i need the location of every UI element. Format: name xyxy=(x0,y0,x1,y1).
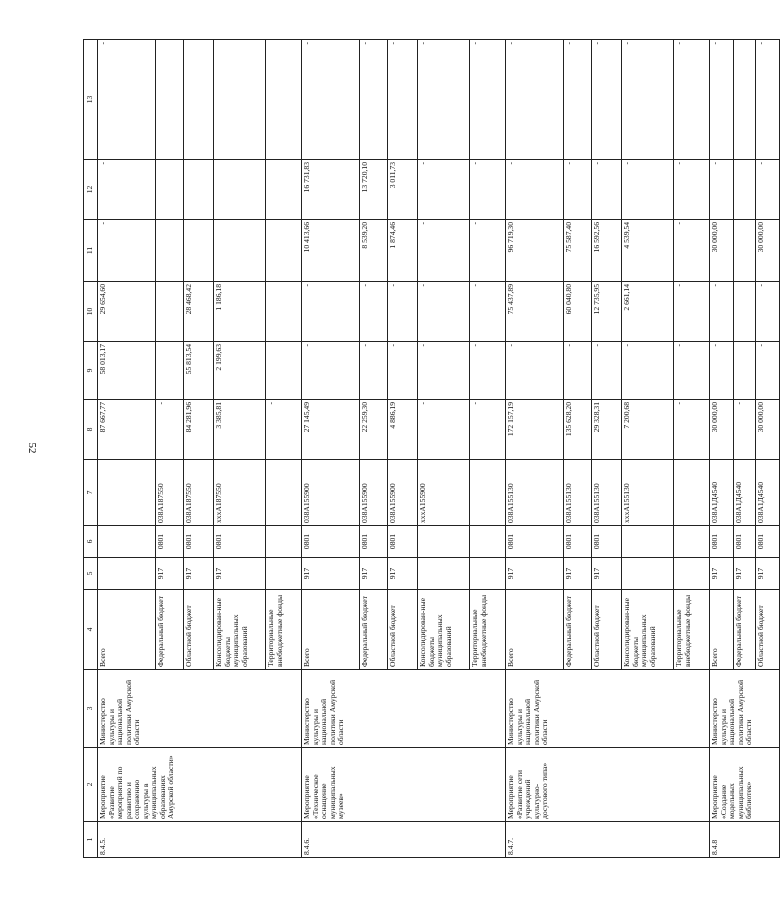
amount-cell: 13 720,10 xyxy=(360,160,388,220)
responsible-executor: Министерство культуры и национальной политики Амурской области xyxy=(710,670,780,748)
amount-cell xyxy=(266,160,302,220)
amount-cell: - xyxy=(622,160,674,220)
amount-cell: - xyxy=(734,400,756,460)
amount-cell: 2 199,63 xyxy=(214,342,266,400)
amount-cell: - xyxy=(470,342,506,400)
target-code xyxy=(266,460,302,526)
amount-cell xyxy=(734,160,756,220)
funding-source: Территориальные внебюджетные фонды xyxy=(674,590,710,670)
amount-cell: - xyxy=(98,220,156,282)
target-code: 038А155900 xyxy=(302,460,360,526)
grbs-code: 917 xyxy=(388,558,418,590)
column-number: 7 xyxy=(84,460,98,526)
target-code: 038А1Д4540 xyxy=(710,460,734,526)
section-code: 0801 xyxy=(592,526,622,558)
funding-source: Всего xyxy=(98,590,156,670)
amount-cell xyxy=(734,40,756,160)
target-code: 038А155900 xyxy=(388,460,418,526)
amount-cell: - xyxy=(302,40,360,160)
amount-cell: - xyxy=(674,400,710,460)
amount-cell xyxy=(214,220,266,282)
amount-cell: 22 259,30 xyxy=(360,400,388,460)
target-code: xxxA155130 xyxy=(622,460,674,526)
funding-source: Всего xyxy=(506,590,564,670)
target-code: 038А155130 xyxy=(592,460,622,526)
table-row xyxy=(506,40,564,858)
funding-source: Областной бюджет xyxy=(184,590,214,670)
amount-cell: 29 328,31 xyxy=(592,400,622,460)
amount-cell: 30 000,00 xyxy=(756,220,780,282)
section-code: 0801 xyxy=(710,526,734,558)
section-code: 0801 xyxy=(756,526,780,558)
column-number: 1 xyxy=(84,822,98,858)
funding-source: Консолидирован-ные бюджеты муниципальных образований xyxy=(622,590,674,670)
table-row xyxy=(98,40,156,858)
grbs-code xyxy=(98,558,156,590)
funding-source: Территориальные внебюджетные фонды xyxy=(266,590,302,670)
column-number: 12 xyxy=(84,160,98,220)
section-code xyxy=(622,526,674,558)
amount-cell: - xyxy=(674,160,710,220)
amount-cell: - xyxy=(470,160,506,220)
column-number: 11 xyxy=(84,220,98,282)
amount-cell: - xyxy=(592,342,622,400)
amount-cell: 7 200,68 xyxy=(622,400,674,460)
target-code xyxy=(470,460,506,526)
amount-cell: 4 539,54 xyxy=(622,220,674,282)
budget-table xyxy=(83,39,780,858)
column-number: 5 xyxy=(84,558,98,590)
amount-cell: - xyxy=(302,282,360,342)
amount-cell: 135 628,20 xyxy=(564,400,592,460)
amount-cell: 30 000,00 xyxy=(710,400,734,460)
amount-cell: - xyxy=(592,160,622,220)
amount-cell: - xyxy=(418,160,470,220)
amount-cell xyxy=(156,40,184,160)
target-code: 038А155130 xyxy=(506,460,564,526)
amount-cell: - xyxy=(674,220,710,282)
grbs-code: 917 xyxy=(592,558,622,590)
amount-cell: 3 385,81 xyxy=(214,400,266,460)
grbs-code: 917 xyxy=(184,558,214,590)
funding-source: Всего xyxy=(710,590,734,670)
grbs-code xyxy=(418,558,470,590)
amount-cell: - xyxy=(506,160,564,220)
target-code xyxy=(674,460,710,526)
rotated-table-wrapper xyxy=(83,40,765,858)
amount-cell: - xyxy=(564,342,592,400)
grbs-code: 917 xyxy=(756,558,780,590)
grbs-code: 917 xyxy=(156,558,184,590)
grbs-code: 917 xyxy=(214,558,266,590)
amount-cell: - xyxy=(622,40,674,160)
amount-cell: - xyxy=(156,400,184,460)
section-code: 0801 xyxy=(564,526,592,558)
column-number: 6 xyxy=(84,526,98,558)
amount-cell: 27 145,49 xyxy=(302,400,360,460)
section-code: 0801 xyxy=(184,526,214,558)
amount-cell: - xyxy=(756,342,780,400)
amount-cell: 30 000,00 xyxy=(756,400,780,460)
amount-cell: 58 013,17 xyxy=(98,342,156,400)
event-name: Мероприятие «Техническое оснащение муниципальных музеев» xyxy=(302,748,506,822)
funding-source: Консолидирован-ные бюджеты муниципальных образований xyxy=(418,590,470,670)
grbs-code: 917 xyxy=(506,558,564,590)
amount-cell: - xyxy=(710,282,734,342)
funding-source: Федеральный бюджет xyxy=(156,590,184,670)
target-code: 038А155130 xyxy=(564,460,592,526)
section-code xyxy=(674,526,710,558)
amount-cell xyxy=(734,282,756,342)
amount-cell: - xyxy=(564,40,592,160)
section-code xyxy=(98,526,156,558)
grbs-code: 917 xyxy=(710,558,734,590)
amount-cell: 10 413,66 xyxy=(302,220,360,282)
page-number: 52 xyxy=(26,442,38,454)
responsible-executor: Министерство культуры и национальной политики Амурской области xyxy=(506,670,710,748)
amount-cell xyxy=(156,282,184,342)
funding-source: Областной бюджет xyxy=(756,590,780,670)
item-number: 8.4.8 xyxy=(710,822,780,858)
funding-source: Федеральный бюджет xyxy=(360,590,388,670)
responsible-executor: Министерство культуры и национальной политики Амурской области xyxy=(98,670,302,748)
column-number: 9 xyxy=(84,342,98,400)
amount-cell: 96 719,30 xyxy=(506,220,564,282)
amount-cell: - xyxy=(418,400,470,460)
amount-cell: - xyxy=(470,282,506,342)
amount-cell: 172 157,19 xyxy=(506,400,564,460)
amount-cell: - xyxy=(592,40,622,160)
amount-cell xyxy=(214,40,266,160)
grbs-code xyxy=(622,558,674,590)
amount-cell: - xyxy=(418,220,470,282)
funding-source: Всего xyxy=(302,590,360,670)
amount-cell: - xyxy=(710,342,734,400)
amount-cell: - xyxy=(388,40,418,160)
funding-source: Федеральный бюджет xyxy=(564,590,592,670)
amount-cell xyxy=(266,282,302,342)
amount-cell: 75 437,89 xyxy=(506,282,564,342)
item-number: 8.4.6. xyxy=(302,822,506,858)
section-code: 0801 xyxy=(156,526,184,558)
funding-source: Территориальные внебюджетные фонды xyxy=(470,590,506,670)
amount-cell xyxy=(184,40,214,160)
amount-cell: - xyxy=(302,342,360,400)
amount-cell: - xyxy=(756,40,780,160)
amount-cell xyxy=(266,40,302,160)
amount-cell: 75 587,40 xyxy=(564,220,592,282)
section-code xyxy=(266,526,302,558)
amount-cell: - xyxy=(360,342,388,400)
amount-cell: - xyxy=(418,40,470,160)
section-code: 0801 xyxy=(214,526,266,558)
section-code: 0801 xyxy=(734,526,756,558)
column-number: 4 xyxy=(84,590,98,670)
amount-cell xyxy=(184,160,214,220)
amount-cell xyxy=(266,220,302,282)
amount-cell: 2 661,14 xyxy=(622,282,674,342)
amount-cell: - xyxy=(564,160,592,220)
target-code: 038А187550 xyxy=(156,460,184,526)
target-code: 038А1Д4540 xyxy=(756,460,780,526)
amount-cell: 28 468,42 xyxy=(184,282,214,342)
amount-cell xyxy=(266,342,302,400)
event-name: Мероприятие «Развитие мероприятий по развитию и сохранению культуры в муниципальных образованиях Амурской области» xyxy=(98,748,302,822)
funding-source: Областной бюджет xyxy=(592,590,622,670)
amount-cell: - xyxy=(388,342,418,400)
amount-cell: - xyxy=(418,342,470,400)
grbs-code: 917 xyxy=(564,558,592,590)
amount-cell: - xyxy=(418,282,470,342)
table-row xyxy=(710,40,734,858)
amount-cell: 12 735,95 xyxy=(592,282,622,342)
section-code: 0801 xyxy=(506,526,564,558)
amount-cell xyxy=(156,220,184,282)
column-number: 3 xyxy=(84,670,98,748)
amount-cell: - xyxy=(470,400,506,460)
amount-cell: - xyxy=(360,40,388,160)
funding-source: Федеральный бюджет xyxy=(734,590,756,670)
section-code: 0801 xyxy=(388,526,418,558)
funding-source: Областной бюджет xyxy=(388,590,418,670)
amount-cell: - xyxy=(674,40,710,160)
amount-cell: 16 731,83 xyxy=(302,160,360,220)
target-code: 038А155900 xyxy=(360,460,388,526)
amount-cell: - xyxy=(710,160,734,220)
grbs-code: 917 xyxy=(302,558,360,590)
event-name: Мероприятие «Создание модельных муниципальных библиотек» xyxy=(710,748,780,822)
amount-cell: 3 011,73 xyxy=(388,160,418,220)
amount-cell xyxy=(214,160,266,220)
amount-cell: 29 654,60 xyxy=(98,282,156,342)
amount-cell: - xyxy=(470,40,506,160)
amount-cell: - xyxy=(622,342,674,400)
grbs-code xyxy=(470,558,506,590)
amount-cell xyxy=(184,220,214,282)
section-code xyxy=(470,526,506,558)
grbs-code xyxy=(266,558,302,590)
section-code: 0801 xyxy=(360,526,388,558)
amount-cell: 1 874,46 xyxy=(388,220,418,282)
amount-cell: 8 539,20 xyxy=(360,220,388,282)
responsible-executor: Министерство культуры и национальной политики Амурской области xyxy=(302,670,506,748)
amount-cell: 87 667,77 xyxy=(98,400,156,460)
column-number-row xyxy=(84,40,98,858)
grbs-code: 917 xyxy=(360,558,388,590)
item-number: 8.4.7. xyxy=(506,822,710,858)
amount-cell: - xyxy=(506,342,564,400)
amount-cell: - xyxy=(674,342,710,400)
section-code: 0801 xyxy=(302,526,360,558)
amount-cell: 1 186,18 xyxy=(214,282,266,342)
amount-cell: 30 000,00 xyxy=(710,220,734,282)
target-code: 038А1Д4540 xyxy=(734,460,756,526)
amount-cell xyxy=(156,342,184,400)
amount-cell xyxy=(734,342,756,400)
column-number: 13 xyxy=(84,40,98,160)
amount-cell: - xyxy=(710,40,734,160)
column-number: 2 xyxy=(84,748,98,822)
target-code: 038А187550 xyxy=(184,460,214,526)
column-number: 8 xyxy=(84,400,98,460)
amount-cell: - xyxy=(98,40,156,160)
amount-cell: 84 281,96 xyxy=(184,400,214,460)
amount-cell: - xyxy=(98,160,156,220)
amount-cell xyxy=(734,220,756,282)
target-code xyxy=(98,460,156,526)
amount-cell: - xyxy=(388,282,418,342)
amount-cell: - xyxy=(266,400,302,460)
amount-cell: - xyxy=(674,282,710,342)
table-row xyxy=(302,40,360,858)
target-code: xxxA187550 xyxy=(214,460,266,526)
amount-cell: 55 813,54 xyxy=(184,342,214,400)
amount-cell xyxy=(156,160,184,220)
target-code: xxxA155900 xyxy=(418,460,470,526)
grbs-code: 917 xyxy=(734,558,756,590)
amount-cell: 4 886,19 xyxy=(388,400,418,460)
amount-cell: - xyxy=(756,282,780,342)
amount-cell: 16 592,56 xyxy=(592,220,622,282)
column-number: 10 xyxy=(84,282,98,342)
amount-cell: - xyxy=(360,282,388,342)
section-code xyxy=(418,526,470,558)
amount-cell: 60 040,80 xyxy=(564,282,592,342)
item-number: 8.4.5. xyxy=(98,822,302,858)
amount-cell: - xyxy=(506,40,564,160)
amount-cell: - xyxy=(470,220,506,282)
funding-source: Консолидирован-ные бюджеты муниципальных образований xyxy=(214,590,266,670)
event-name: Мероприятие «Развитие сети учреждений культурно-досугового типа» xyxy=(506,748,710,822)
amount-cell: - xyxy=(756,160,780,220)
grbs-code xyxy=(674,558,710,590)
